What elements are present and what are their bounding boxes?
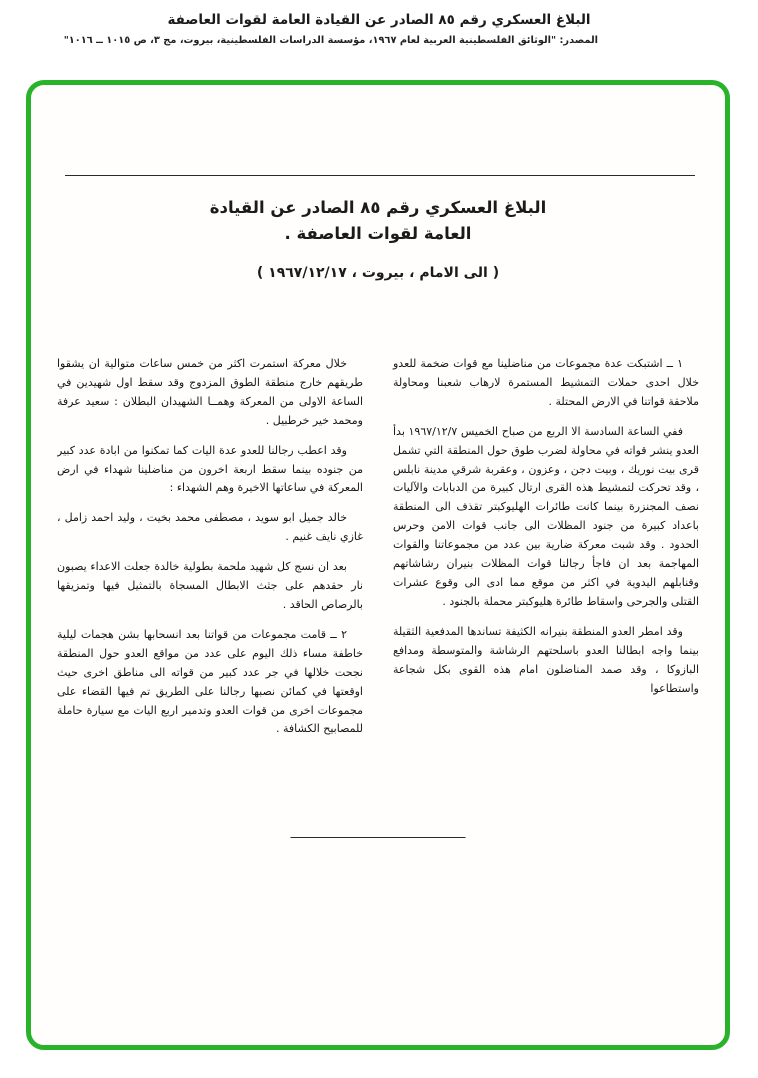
paragraph: ١ ــ اشتبكت عدة مجموعات من مناضلينا مع قوات ضخمة للعدو خلال احدى حملات التمشيط المستمرة لارهاب شعبنا ومحاولة ملاحقة قواتنا في الارض المحتلة .: [393, 357, 699, 408]
document-title-line1: البلاغ العسكري رقم ٨٥ الصادر عن القيادة: [209, 198, 547, 217]
paragraph: وقد امطر العدو المنطقة بنيرانه الكثيفة تساندها المدفعية الثقيلة بينما واجه ابطالنا العدو باسلحتهم الرشاشة والمتوسطة ومدافع البازوكا ، وقد صمد المناضلون امام هذه القوى بكل شجاعة واستطاعوا: [393, 624, 699, 695]
paragraph: خلال معركة استمرت اكثر من خمس ساعات متوالية ان يشقوا طريقهم خارج منطقة الطوق المزدوج وقد سقط اول شهيدين في الساعة الاولى من المعركة وهمــا الشهيدان البطلان : سعيد عرفة ومحمد خير خرطبيل .: [57, 357, 363, 427]
page-header: [0, 0, 758, 46]
document-frame: [26, 80, 730, 1050]
body-columns: [57, 355, 699, 833]
column-left: [57, 355, 363, 833]
bottom-rule-divider: [291, 837, 466, 838]
paragraph: بعد ان نسج كل شهيد ملحمة بطولية خالدة جعلت الاعداء يصبون نار حقدهم على جثث الابطال المسجاة بالتمثيل فيها وتمزيقها بالرصاص الحاقد .: [57, 560, 363, 611]
paragraph: ٢ ــ قامت مجموعات من قواتنا بعد انسحابها بشن هجمات ليلية خاطفة مساء ذلك اليوم على عدد من مواقع العدو حول المنطقة نجحت خلالها في جر عدد كبير من قواته الى مناطق اخرى حيث اوقعتها في كمائن نصبها رجالنا على الطريق تم فيها القضاء على مجموعات اخرى من قوات العدو وتدمير اربع اليات مع سيارة حاملة للمصابيح الكشافة .: [57, 627, 363, 736]
document-title: [31, 195, 725, 246]
paragraph: وقد اعطب رجالنا للعدو عدة اليات كما تمكنوا من ابادة عدد كبير من جنوده بينما سقط اربعة اخرون من مناضلينا شهداء في ارض المعركة في ساعاتها الاخيرة وهم الشهداء :: [57, 443, 363, 495]
header-source: المصدر: "الوثائق الفلسطينية العربية لعام ١٩٦٧، مؤسسة الدراسات الفلسطينية، بيروت، مج ٣، ص ١٠١٥ ــ ١٠١٦": [63, 35, 598, 46]
top-rule-divider: [65, 175, 695, 176]
column-right: [393, 355, 699, 833]
paragraph: ففي الساعة السادسة الا الربع من صباح الخميس ١٩٦٧/١٢/٧ بدأ العدو ينشر قواته في محاولة لضرب طوق حول المنطقة التي تشمل قرى بيت نوريك ، وبيت دجن ، وعزون ، وعقربة شرقي مدينة نابلس ، وقد تحركت لتمشيط هذه القرى ارتال كبيرة من الدبابات والآليات نصف المجنزرة بينما كانت طائرات الهليوكبتر تقذف الى المنطقة باعداد كبيرة من جنود المظلات الى جانب قوات الامن وحرس الحدود . وقد شبت معركة ضارية بين عدد من مجموعاتنا والقوات المهاجمة بعد ان فاجأ رجالنا قوات المظلات بنيران رشاشاتهم وقنابلهم اليدوية في اكثر من موقع مما ادى الى وقوع عشرات القتلى والجرحى واسقاط طائرة هليوكبتر محملة بالجنود .: [393, 424, 699, 608]
header-title: البلاغ العسكري رقم ٨٥ الصادر عن القيادة العامة لقوات العاصفة: [167, 12, 591, 28]
document-title-line2: العامة لقوات العاصفة .: [284, 223, 472, 243]
paragraph-martyrs-names: خالد جميل ابو سويد ، مصطفى محمد بخيت ، وليد احمد زامل ، غازي نايف غنيم .: [57, 511, 363, 544]
dateline: ( الى الامام ، بيروت ، ١٩٦٧/١٢/١٧ ): [256, 265, 500, 281]
